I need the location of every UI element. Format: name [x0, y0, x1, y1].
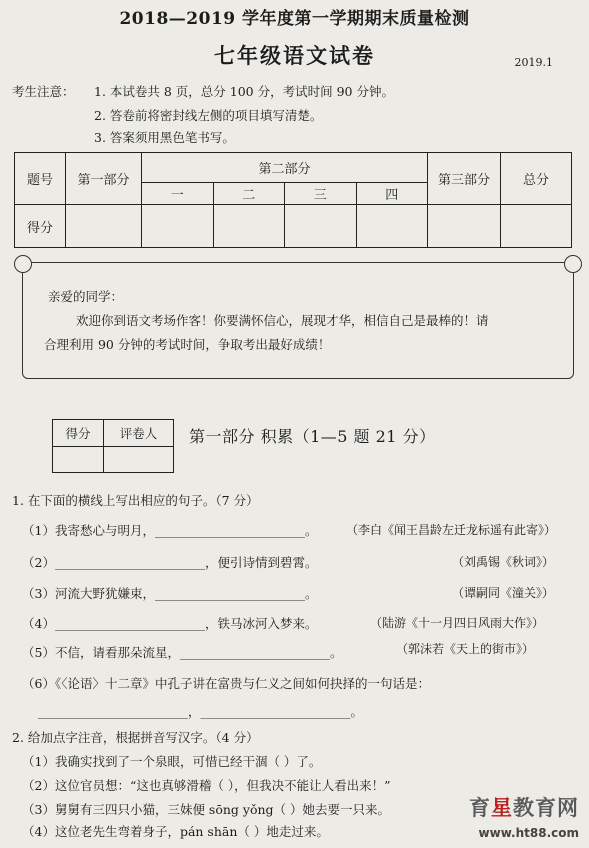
score-sub-2: 二: [213, 183, 285, 205]
grader-reviewer-cell[interactable]: [104, 447, 174, 473]
watermark-url: www.ht88.com: [478, 826, 579, 840]
notice-item-1: 1. 本试卷共 8 页，总分 100 分，考试时间 90 分钟。: [94, 84, 394, 99]
score-header-part2: 第二部分: [142, 153, 428, 183]
q2-item-1: （1）我确实找到了一个泉眼，可惜已经干涸（ ）了。: [22, 754, 322, 769]
q1-item-3: （3）河流大野犹嫌束，________________________。: [22, 586, 318, 601]
grader-table: [52, 419, 174, 473]
grader-score-label: 得分: [53, 420, 104, 447]
q1-item-6-blank[interactable]: ________________________，________________________。: [38, 704, 364, 719]
greeting-line-2: 合理利用 90 分钟的考试时间，争取考出最好成绩！: [44, 337, 331, 352]
score-header-total: 总分: [501, 153, 572, 205]
score-sub-1: 一: [142, 183, 214, 205]
q1-item-4-source: （陆游《十一月四日风雨大作》）: [370, 616, 545, 630]
score-sub-4: 四: [356, 183, 428, 205]
score-sub-3: 三: [285, 183, 357, 205]
exam-title: 2018—2019 学年度第一学期期末质量检测: [119, 9, 470, 29]
score-cell-sub3[interactable]: [285, 205, 357, 248]
q1-item-3-source: （谭嗣同《潼关》）: [452, 586, 555, 600]
q1-item-4: （4）________________________，铁马冰河入梦来。: [22, 616, 318, 631]
score-row-label: 得分: [15, 205, 66, 248]
q1-item-5-source: （郭沫若《天上的街市》）: [396, 642, 535, 656]
score-header-part3: 第三部分: [428, 153, 501, 205]
q2-stem: 2. 给加点字注音，根据拼音写汉字。（4 分）: [12, 730, 259, 745]
notice-item-3: 3. 答案须用黑色笔书写。: [94, 130, 235, 145]
part1-title: 第一部分 积累（1—5 题 21 分）: [189, 427, 436, 446]
q2-item-3: （3）舅舅有三四只小猫，三妹便 sōng yǒng（ ）她去要一只来。: [22, 802, 391, 817]
q1-stem: 1. 在下面的横线上写出相应的句子。（7 分）: [12, 493, 259, 508]
q1-item-2: （2）________________________，便引诗情到碧霄。: [22, 555, 318, 570]
watermark-logo: 育星教育网: [469, 796, 579, 820]
exam-subtitle: 七年级语文试卷: [214, 43, 375, 68]
greeting-line-1: 欢迎你到语文考场作客！你要满怀信心，展现才华，相信自己是最棒的！请: [76, 313, 489, 328]
score-cell-sub4[interactable]: [356, 205, 428, 248]
q1-item-5: （5）不信，请看那朵流星，________________________。: [22, 645, 343, 660]
notice-item-2: 2. 答卷前将密封线左侧的项目填写清楚。: [94, 108, 323, 123]
score-cell-part3[interactable]: [428, 205, 501, 248]
score-cell-total[interactable]: [501, 205, 572, 248]
exam-date: 2019.1: [514, 56, 553, 69]
score-table: [14, 152, 572, 248]
q2-item-4: （4）这位老先生弯着身子，pán shān（ ）地走过来。: [22, 824, 329, 839]
grader-score-cell[interactable]: [53, 447, 104, 473]
q2-item-2: （2）这位官员想：“这也真够滑稽（ ），但我决不能让人看出来！”: [22, 778, 391, 793]
notice-label: 考生注意：: [12, 84, 75, 99]
score-header-question: 题号: [15, 153, 66, 205]
q1-item-1: （1）我寄愁心与明月，________________________。: [22, 523, 318, 538]
grader-reviewer-label: 评卷人: [104, 420, 174, 447]
greeting-salutation: 亲爱的同学：: [48, 289, 124, 304]
q1-item-2-source: （刘禹锡《秋词》）: [452, 555, 555, 569]
score-cell-part1[interactable]: [66, 205, 142, 248]
score-header-part1: 第一部分: [66, 153, 142, 205]
score-cell-sub1[interactable]: [142, 205, 214, 248]
score-cell-sub2[interactable]: [213, 205, 285, 248]
q1-item-6: （6）《〈论语〉十二章》中孔子讲在富贵与仁义之间如何抉择的一句话是：: [22, 676, 430, 691]
q1-item-1-source: （李白《闻王昌龄左迁龙标遥有此寄》）: [346, 523, 557, 537]
